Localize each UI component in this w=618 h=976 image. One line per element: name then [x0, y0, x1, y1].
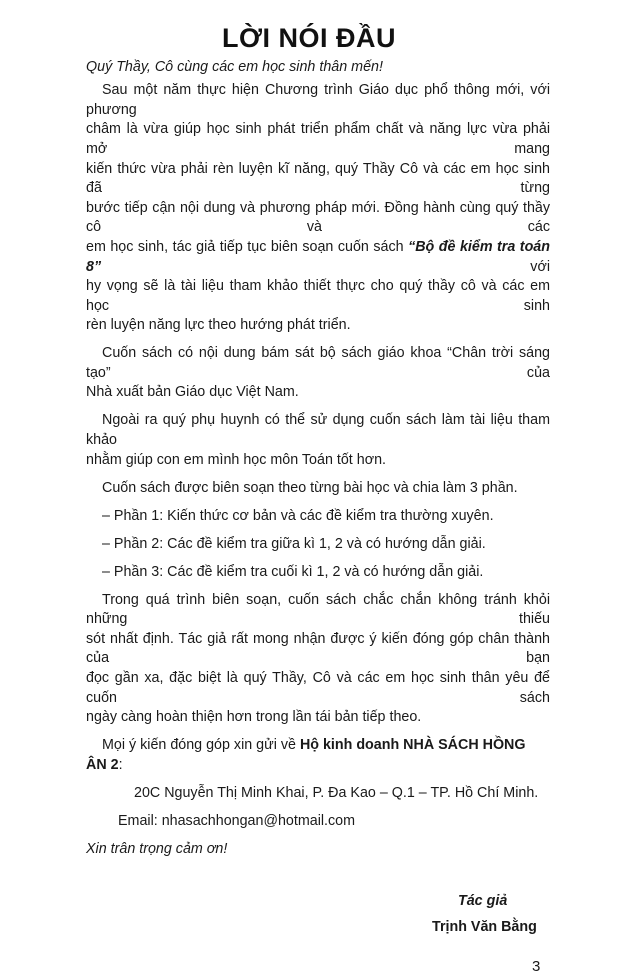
publisher-name: Hộ kinh doanh NHÀ SÁCH HỒNG ÂN 2 — [86, 737, 526, 773]
document-body — [86, 58, 550, 976]
text-line: Trong quá trình biên soạn, cuốn sách chắc chắn không tránh khỏi những thiếu — [86, 591, 550, 628]
address: 20C Nguyễn Thị Minh Khai, P. Đa Kao – Q.1 – TP. Hồ Chí Minh. — [134, 784, 539, 801]
part-item: – Phần 3: Các đề kiểm tra cuối kì 1, 2 và có hướng dẫn giải. — [102, 563, 484, 580]
text-line: Nhà xuất bản Giáo dục Việt Nam. — [86, 384, 299, 401]
page-number: 3 — [532, 957, 541, 975]
greeting: Quý Thầy, Cô cùng các em học sinh thân mến! — [86, 59, 383, 75]
text-line: nhằm giúp con em mình học môn Toán tốt hơn. — [86, 451, 386, 468]
part-item: – Phần 2: Các đề kiểm tra giữa kì 1, 2 và có hướng dẫn giải. — [102, 535, 486, 552]
paragraph-structure: Cuốn sách được biên soạn theo từng bài học và chia làm 3 phần. — [102, 479, 518, 496]
text-line: hy vọng sẽ là tài liệu tham khảo thiết thực cho quý thầy cô và các em học sinh — [86, 278, 550, 314]
paragraph-intro — [86, 81, 550, 336]
text-line: ngày càng hoàn thiện hơn trong lần tái bản tiếp theo. — [86, 709, 422, 726]
text-line: rèn luyện năng lực theo hướng phát triển. — [86, 317, 351, 334]
paragraph-feedback — [86, 591, 550, 728]
author-label: Tác giả — [458, 893, 508, 910]
text-line: kiến thức vừa phải rèn luyện kĩ năng, quý Thầy Cô và các em học sinh đã từng — [86, 160, 550, 197]
text-line: Ngoài ra quý phụ huynh có thể sử dụng cuốn sách làm tài liệu tham khảo — [86, 412, 550, 449]
text-line: sót nhất định. Tác giả rất mong nhận được ý kiến đóng góp chân thành của bạn — [86, 630, 550, 667]
text-line: Sau một năm thực hiện Chương trình Giáo dục phổ thông mới, với phương — [86, 82, 550, 118]
paragraph-textbook — [86, 344, 550, 403]
text-line: đọc gần xa, đặc biệt là quý Thầy, Cô và các em học sinh thân yêu để cuốn sách — [86, 669, 550, 706]
closing: Xin trân trọng cảm ơn! — [86, 840, 228, 857]
author-name: Trịnh Văn Bằng — [432, 919, 537, 936]
email: Email: nhasachhongan@hotmail.com — [118, 812, 356, 829]
part-item: – Phần 1: Kiến thức cơ bản và các đề kiểm tra thường xuyên. — [102, 507, 494, 524]
book-title: “Bộ đề kiểm tra toán 8” — [86, 238, 550, 275]
page-title: LỜI NÓI ĐẦU — [221, 23, 397, 53]
contact-line: Mọi ý kiến đóng góp xin gửi về Hộ kinh doanh NHÀ SÁCH HỒNG ÂN 2: — [86, 737, 526, 773]
text-line: châm là vừa giúp học sinh phát triển phẩm chất và năng lực vừa phải mở mang — [86, 121, 550, 157]
text-line: Cuốn sách có nội dung bám sát bộ sách giáo khoa “Chân trời sáng tạo” của — [86, 345, 550, 381]
paragraph-parents — [86, 411, 550, 470]
text-line: em học sinh, tác giả tiếp tục biên soạn cuốn sách “Bộ đề kiểm tra toán 8” với — [86, 238, 550, 275]
text-line: bước tiếp cận nội dung và phương pháp mới. Đồng hành cùng quý thầy cô và các — [86, 199, 550, 236]
